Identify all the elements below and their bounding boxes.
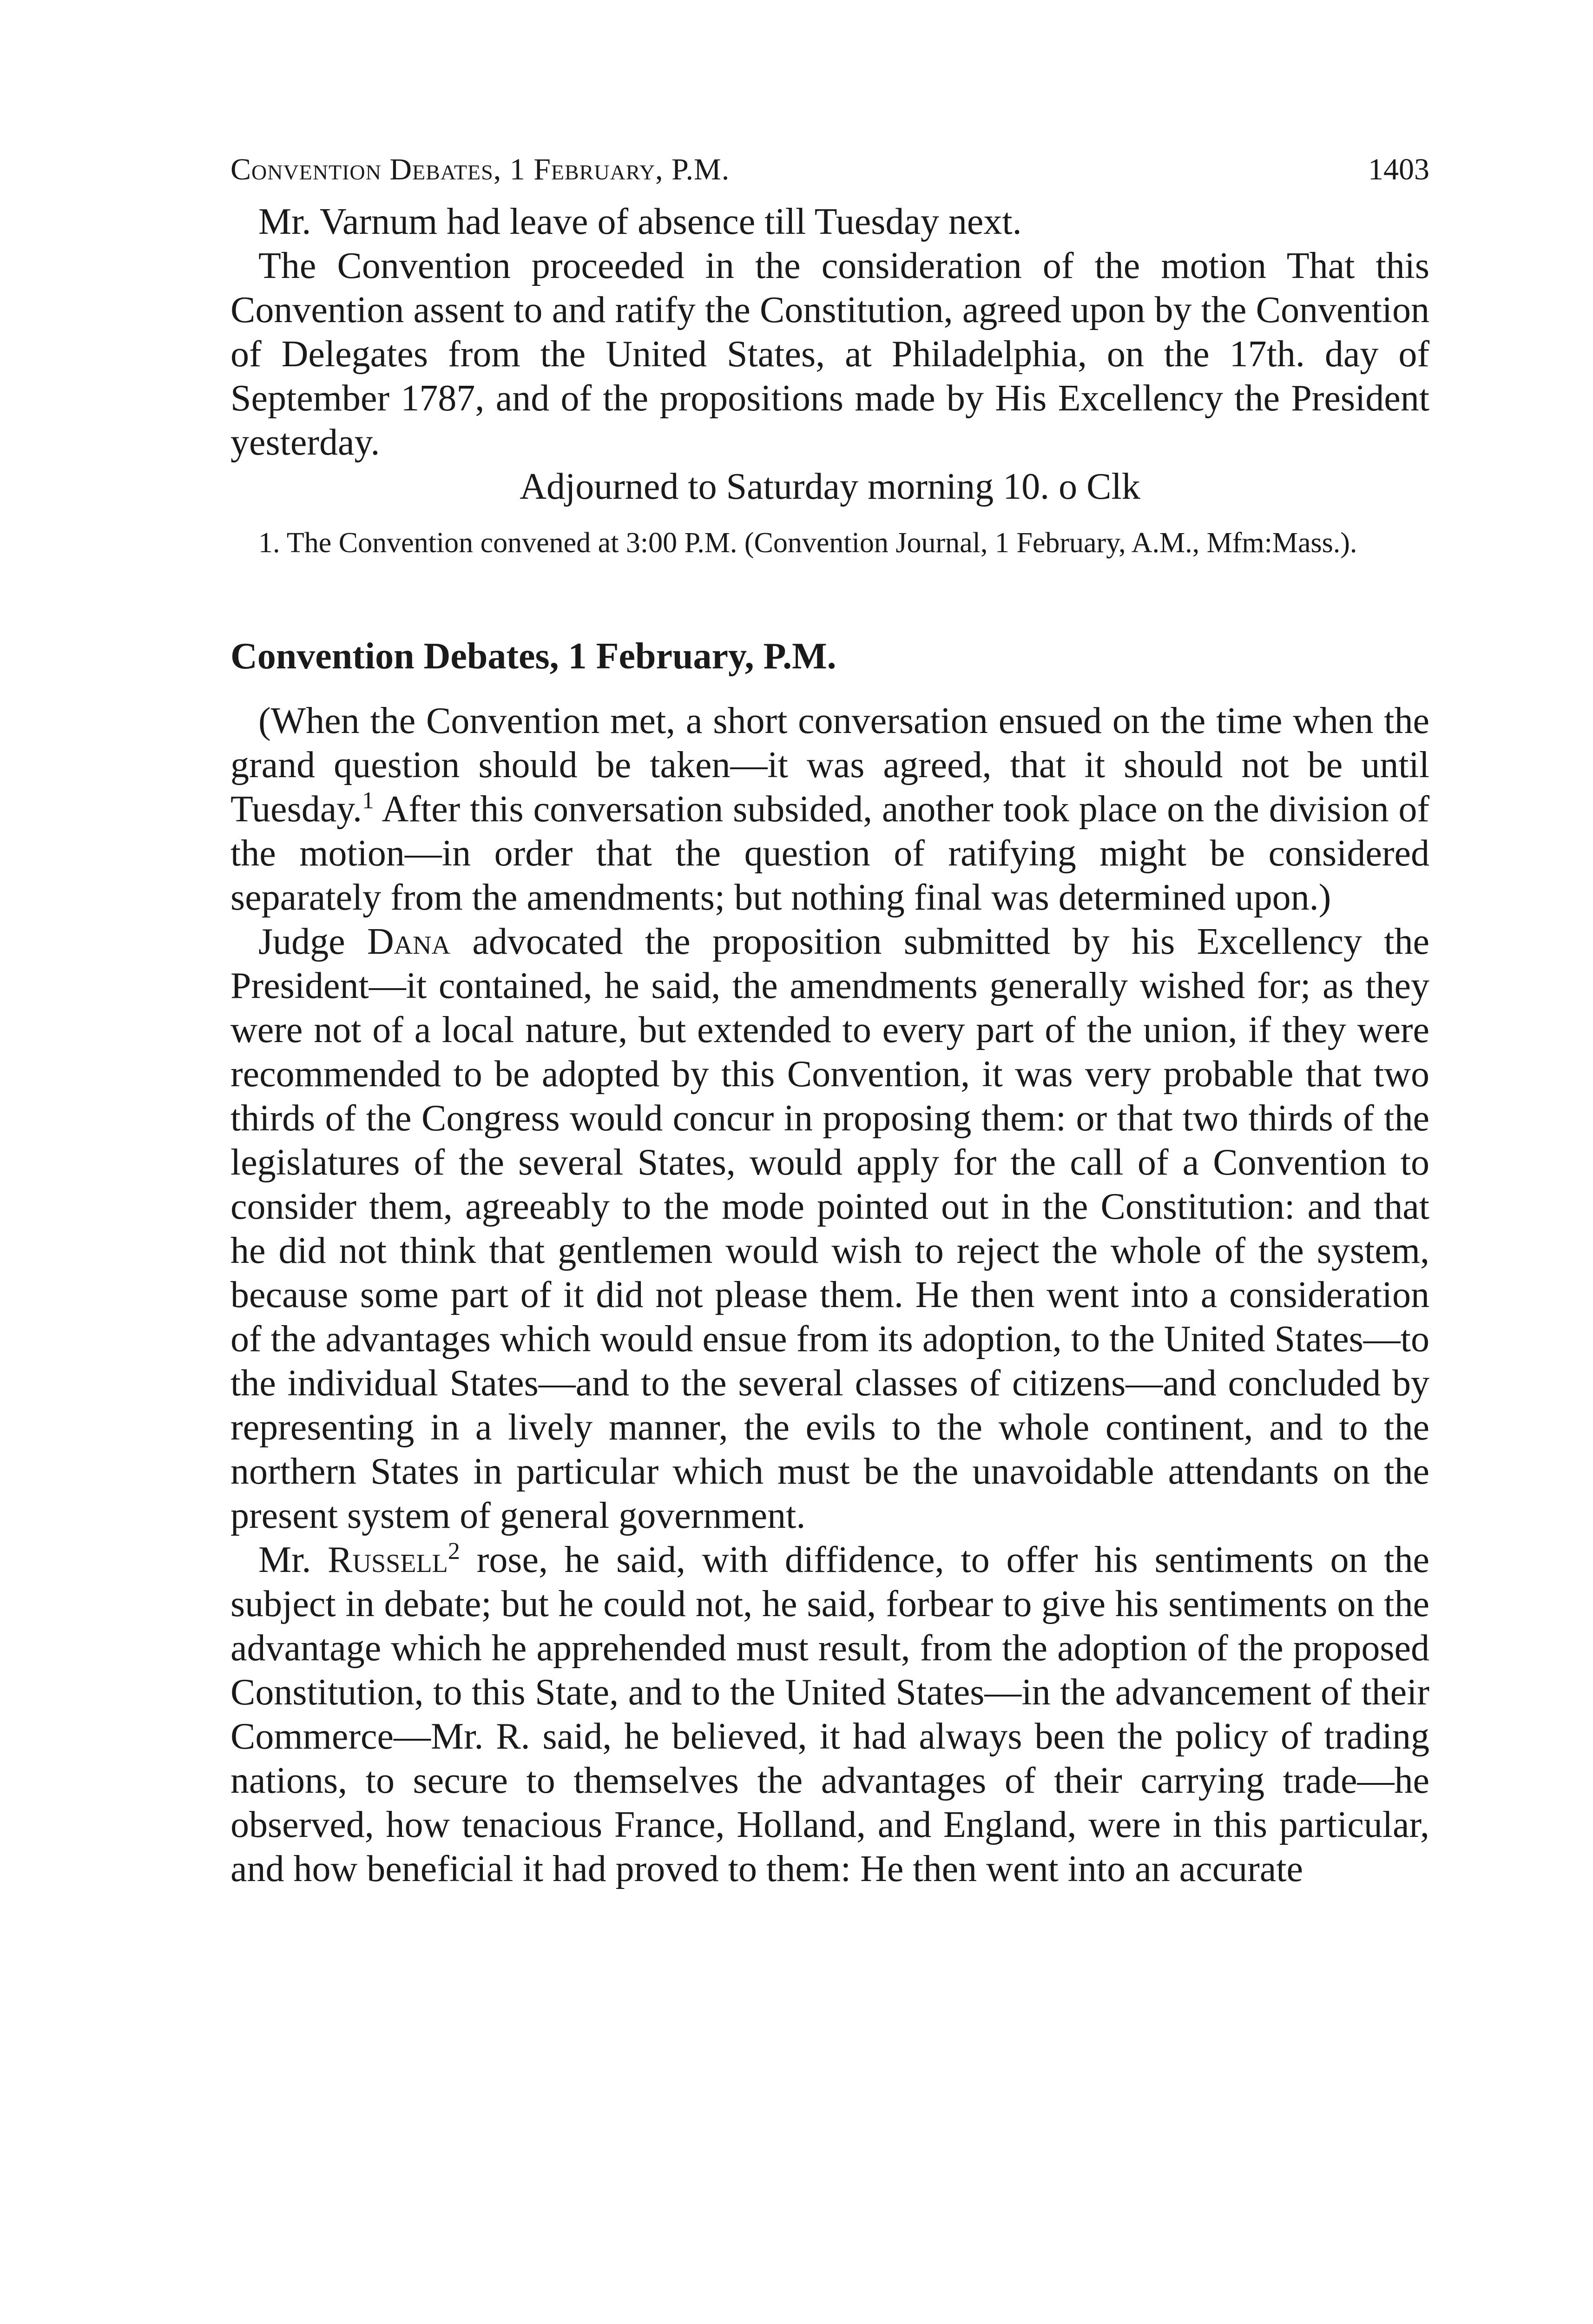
p3-lead: Mr. [258, 1539, 328, 1580]
p2-text: advocated the proposition submitted by his Excellency the President—it contained, he said, the amendments generally wished for; as they were not of a local nature, but extended to every part of the union, if they were recommended to be adopted by this Convention, it was very probable that two thirds of the Congress would concur in proposing them: or that two thirds of the legislatures of the several States, would apply for the call of a Convention to consider them, agreeably to the mode pointed out in the Constitution: and that he did not think that gentlemen would wish to reject the whole of the system, because some part of it did not please them. He then went into a consideration of the advantages which would ensue from its adoption, to the United States—to the individual States—and to the several classes of citizens—and concluded by representing in a lively manner, the evils to the whole continent, and to the northern States in particular which must be the unavoidable attendants on the present system of general government. [230, 921, 1429, 1536]
adjourned-line: Adjourned to Saturday morning 10. o Clk [520, 466, 1140, 507]
paragraph-varnum-leave: Mr. Varnum had leave of absence till Tuesday next. [258, 201, 1022, 242]
speaker-name-dana: Dana [367, 921, 451, 962]
running-header [230, 149, 1429, 200]
page-content [230, 149, 1429, 1891]
footnote-text-after: (Convention Journal, 1 February, A.M., Mfm:Mass.). [737, 527, 1357, 559]
footnote-text-before: 1. The Convention convened at 3:00 [258, 527, 685, 559]
p1-text-part2: After this conversation subsided, another took place on the division of the motion—in order that the question of ratifying might be considered separately from the amendments; but nothing final was determined upon.) [230, 789, 1429, 918]
footnote-1 [230, 526, 1429, 560]
paragraph-judge-dana [230, 920, 1429, 1538]
page-number: 1403 [1368, 152, 1429, 186]
running-title: Convention Debates, 1 February, P.M. [230, 152, 730, 186]
p1-text-part1: (When the Convention met, a short conversation ensued on the time when the grand question should be taken—it was agreed, that it should not be until Tuesday. [230, 700, 1429, 830]
paragraph-mr-russell [230, 1538, 1429, 1891]
footnote-ref-2: 2 [448, 1538, 460, 1565]
p2-lead: Judge [258, 921, 367, 962]
paragraph-motion-consideration: The Convention proceeded in the consideration of the motion That this Convention assent to and ratify the Constitution, agreed upon by the Convention of Delegates from the United States, at Philadelphia, on the 17th. day of September 1787, and of the propositions made by His Excellency the President yesterday. [230, 245, 1429, 463]
speaker-name-russell: Russell [328, 1539, 448, 1580]
footnote-pm: P.M. [684, 527, 737, 559]
section-body [230, 699, 1429, 1891]
top-section [230, 200, 1429, 509]
paragraph-convention-met [230, 699, 1429, 920]
footnote-block [230, 526, 1429, 560]
p3-text: rose, he said, with diffidence, to offer his sentiments on the subject in debate; but he could not, he said, forbear to give his sentiments on the advantage which he apprehended must result, from the adoption of the proposed Constitution, to this State, and to the United States—in the advancement of their Commerce—Mr. R. said, he believed, it had always been the policy of trading nations, to secure to themselves the advantages of their carrying trade—he observed, how tenacious France, Holland, and England, were in this particular, and how beneficial it had proved to them: He then went into an accurate [230, 1539, 1430, 1889]
section-heading: Convention Debates, 1 February, P.M. [230, 636, 836, 677]
footnote-ref-1: 1 [362, 787, 375, 814]
